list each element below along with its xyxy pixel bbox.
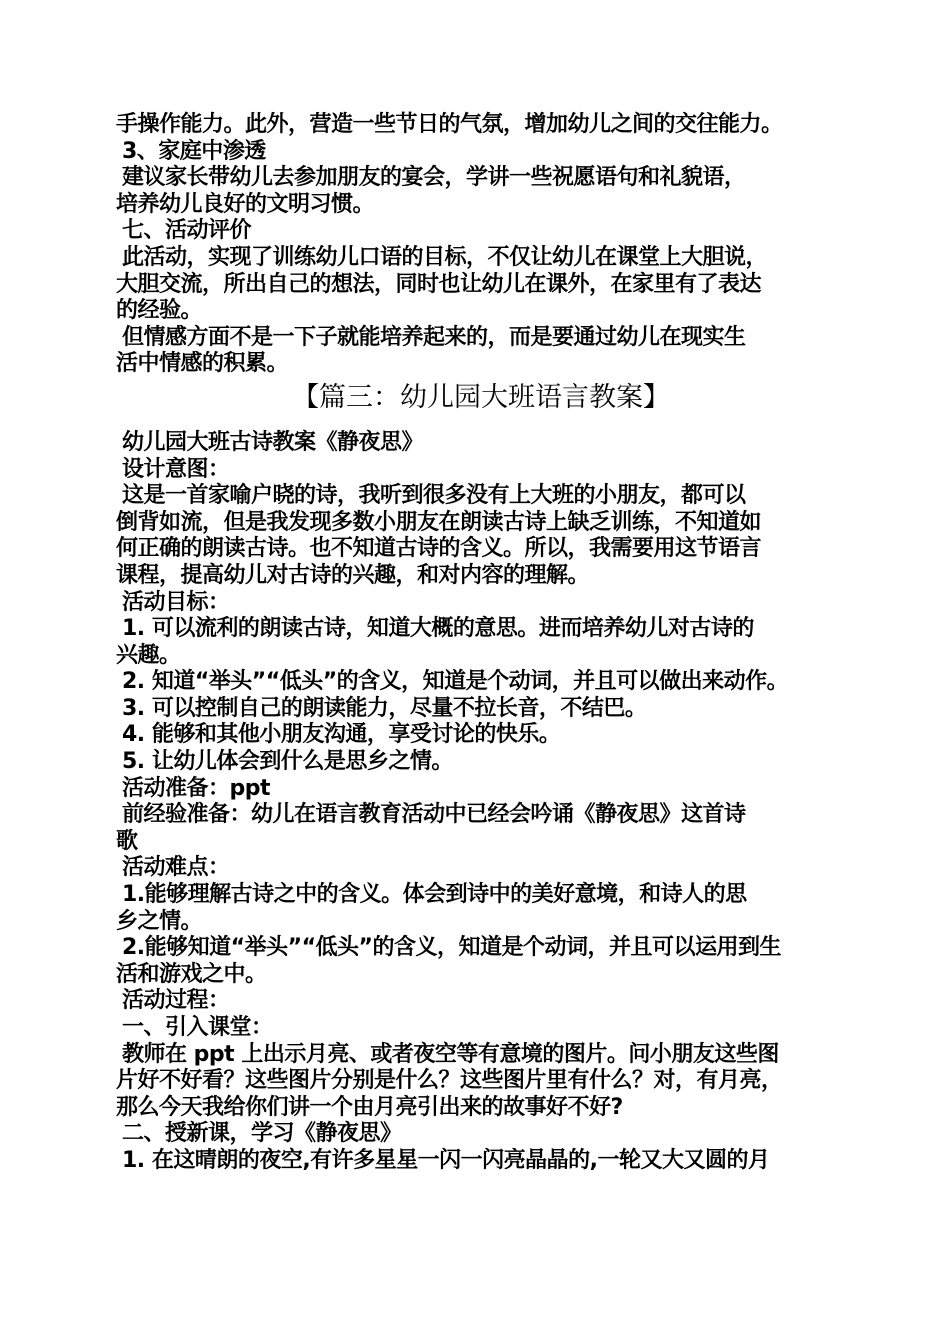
text-line: 幼儿园大班古诗教案《静夜思》 <box>122 429 424 455</box>
text-line: 何正确的朗读古诗。也不知道古诗的含义。所以，我需要用这节语言 <box>116 536 762 562</box>
text-line: 这是一首家喻户晓的诗，我听到很多没有上大班的小朋友，都可以 <box>122 483 746 509</box>
text-line: 活动目标： <box>122 589 230 615</box>
text-line: 的经验。 <box>116 298 203 324</box>
text-line: 活动过程： <box>122 988 230 1014</box>
text-line: 课程，提高幼儿对古诗的兴趣，和对内容的理解。 <box>116 562 590 588</box>
text-line: 但情感方面不是一下子就能培养起来的，而是要通过幼儿在现实生 <box>122 324 746 350</box>
document-page <box>116 112 846 1175</box>
section-title: 【篇三：幼儿园大班语言教案】 <box>292 381 670 413</box>
text-line: 二、授新课，学习《静夜思》 <box>122 1121 402 1147</box>
text-line: 3、家庭中渗透 <box>122 138 266 164</box>
text-line: 倒背如流，但是我发现多数小朋友在朗读古诗上缺乏训练，不知道如 <box>116 509 762 535</box>
text-line: 2.能够知道“举头”“低头”的含义，知道是个动词，并且可以运用到生 <box>122 935 782 961</box>
text-line: 建议家长带幼儿去参加朋友的宴会，学讲一些祝愿语句和礼貌语， <box>122 165 746 191</box>
text-line: 前经验准备：幼儿在语言教育活动中已经会吟诵《静夜思》这首诗 <box>122 802 746 828</box>
text-line: 培养幼儿良好的文明习惯。 <box>116 191 375 217</box>
text-line: 活动准备：ppt <box>122 775 271 801</box>
text-line: 大胆交流，所出自己的想法，同时也让幼儿在课外，在家里有了表达 <box>116 271 762 297</box>
text-line: 手操作能力。此外，营造一些节日的气氛，增加幼儿之间的交往能力。 <box>116 112 783 137</box>
text-line: 3. 可以控制自己的朗读能力，尽量不拉长音，不结巴。 <box>122 695 647 721</box>
text-line: 1. 可以流利的朗读古诗，知道大概的意思。进而培养幼儿对古诗的 <box>122 616 754 642</box>
text-line: 七、活动评价 <box>122 218 252 244</box>
text-line: 兴趣。 <box>116 642 181 668</box>
text-line: 1.能够理解古诗之中的含义。体会到诗中的美好意境，和诗人的思 <box>122 882 747 908</box>
text-line: 4. 能够和其他小朋友沟通，享受讨论的快乐。 <box>122 722 561 748</box>
text-line: 教师在 ppt 上出示月亮、或者夜空等有意境的图片。问小朋友这些图 <box>122 1041 779 1067</box>
text-line: 5. 让幼儿体会到什么是思乡之情。 <box>122 749 453 775</box>
text-line: 那么今天我给你们讲一个由月亮引出来的故事好不好? <box>116 1094 623 1120</box>
text-line: 一、引入课堂： <box>122 1015 273 1040</box>
text-line: 此活动，实现了训练幼儿口语的目标，不仅让幼儿在课堂上大胆说， <box>122 244 768 270</box>
text-line: 2. 知道“举头”“低头”的含义，知道是个动词，并且可以做出来动作。 <box>122 669 789 695</box>
text-line: 活中情感的积累。 <box>116 351 289 377</box>
text-line: 活和游戏之中。 <box>116 961 267 987</box>
text-line: 乡之情。 <box>116 908 203 934</box>
text-block-top <box>116 112 846 378</box>
text-line: 设计意图： <box>122 456 230 482</box>
text-line: 1. 在这晴朗的夜空,有许多星星一闪一闪亮晶晶的,一轮又大又圆的月 <box>122 1147 770 1173</box>
text-block-bottom <box>116 430 846 1175</box>
text-line: 歌 <box>116 828 138 854</box>
text-line: 活动难点： <box>122 855 230 881</box>
text-line: 片好不好看？这些图片分别是什么？这些图片里有什么？对，有月亮， <box>116 1068 783 1094</box>
